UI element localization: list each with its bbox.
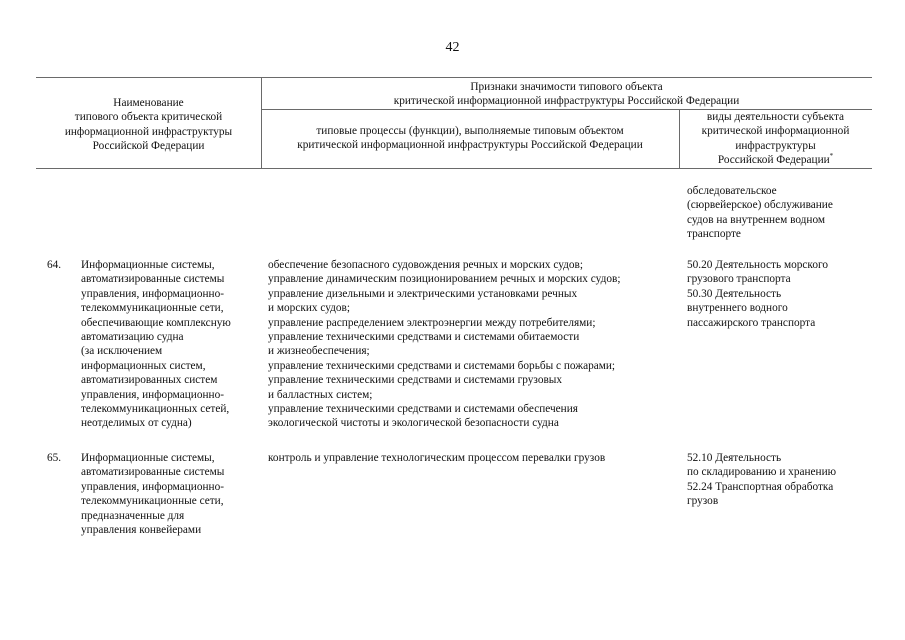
cell-line: телекоммуникационные сети, bbox=[81, 302, 224, 315]
cell-line: управление дизельными и электрическими установками речных bbox=[268, 287, 578, 300]
page-number: 42 bbox=[445, 40, 460, 55]
row-processes bbox=[268, 258, 620, 431]
cell-line: информационных систем, bbox=[81, 359, 206, 372]
header-object-name bbox=[36, 96, 261, 154]
header-line: Наименование bbox=[113, 97, 184, 109]
header-line: виды деятельности субъекта bbox=[706, 111, 845, 123]
row-object-name bbox=[81, 258, 231, 431]
cell-line: 52.10 Деятельность bbox=[687, 452, 782, 464]
row-object-name bbox=[81, 451, 224, 537]
row-activities bbox=[687, 258, 828, 330]
cell-line: обследовательское bbox=[687, 185, 777, 197]
header-line: критической информационной инфраструктуры Российской Федерации bbox=[393, 95, 740, 108]
header-significance-group bbox=[261, 80, 872, 109]
cell-line: предназначенные для bbox=[81, 509, 185, 522]
cell-line: контроль и управление технологическим процессом перевалки грузов bbox=[268, 452, 606, 464]
cell-line: внутреннего водного bbox=[687, 302, 788, 315]
cell-line: судов на внутреннем водном bbox=[687, 213, 826, 226]
cell-line: управление распределением электроэнергии между потребителями; bbox=[268, 316, 596, 329]
cell-line: автоматизацию судна bbox=[81, 331, 184, 344]
cell-line: (за исключением bbox=[81, 345, 163, 358]
header-line: инфраструктуры bbox=[735, 139, 816, 152]
cell-line: неотделимых от судна) bbox=[81, 417, 192, 430]
cell-line: автоматизированные системы bbox=[81, 466, 225, 479]
cell-line: и балластных систем; bbox=[268, 388, 373, 401]
row-number: 65. bbox=[47, 452, 62, 464]
cell-line: Информационные системы, bbox=[81, 259, 215, 271]
header-line: типовые процессы (функции), выполняемые типовым объектом bbox=[316, 125, 624, 137]
cell-line: управления, информационно- bbox=[81, 287, 224, 300]
header-activities bbox=[679, 110, 872, 168]
cell-line: 50.20 Деятельность морского bbox=[687, 259, 828, 271]
cell-line: грузов bbox=[687, 495, 719, 508]
cell-line: пассажирского транспорта bbox=[687, 316, 816, 329]
cell-line: управление динамическим позиционированием речных и морских судов; bbox=[268, 273, 621, 286]
continuation-activities bbox=[687, 184, 833, 242]
header-line: Признаки значимости типового объекта bbox=[470, 81, 663, 93]
cell-line: по складированию и хранению bbox=[687, 466, 837, 479]
cell-line: телекоммуникационных сетей, bbox=[81, 403, 230, 416]
cell-line: управление техническими средствами и системами обеспечения bbox=[268, 403, 578, 416]
header-line bbox=[679, 153, 872, 167]
header-line: критической информационной bbox=[701, 125, 850, 138]
cell-line: грузового транспорта bbox=[687, 273, 791, 286]
footnote-mark: * bbox=[829, 152, 834, 161]
header-line: типового объекта критической bbox=[74, 111, 223, 124]
cell-line: (сюрвейерское) обслуживание bbox=[687, 199, 833, 212]
cell-line: Информационные системы, bbox=[81, 452, 215, 464]
header-line: критической информационной инфраструктуры Российской Федерации bbox=[297, 139, 643, 152]
cell-line: и жизнеобеспечения; bbox=[268, 345, 370, 358]
cell-line: и морских судов; bbox=[268, 302, 351, 315]
cell-line: обеспечение безопасного судовождения речных и морских судов; bbox=[268, 259, 584, 271]
header-line-text: Российской Федерации bbox=[717, 154, 830, 167]
cell-line: 52.24 Транспортная обработка bbox=[687, 480, 834, 493]
header-line: информационной инфраструктуры bbox=[64, 125, 233, 138]
header-processes bbox=[261, 124, 679, 153]
cell-line: управление техническими средствами и системами борьбы с пожарами; bbox=[268, 359, 616, 372]
cell-line: управления, информационно- bbox=[81, 388, 224, 401]
table-top-rule bbox=[36, 77, 872, 78]
cell-line: управление техническими средствами и системами обитаемости bbox=[268, 331, 580, 344]
header-line: Российской Федерации bbox=[92, 140, 205, 153]
cell-line: управления конвейерами bbox=[81, 524, 202, 537]
cell-line: управление техническими средствами и системами грузовых bbox=[268, 374, 563, 387]
row-number: 64. bbox=[47, 259, 62, 271]
cell-line: экологической чистоты и экологической безопасности судна bbox=[268, 417, 559, 430]
cell-line: автоматизированные системы bbox=[81, 273, 225, 286]
cell-line: транспорте bbox=[687, 228, 741, 241]
row-processes bbox=[268, 451, 605, 465]
cell-line: обеспечивающие комплексную bbox=[81, 316, 231, 329]
cell-line: управления, информационно- bbox=[81, 480, 224, 493]
row-activities bbox=[687, 451, 836, 509]
cell-line: 50.30 Деятельность bbox=[687, 287, 782, 300]
cell-line: телекоммуникационные сети, bbox=[81, 495, 224, 508]
cell-line: автоматизированных систем bbox=[81, 374, 218, 387]
header-bottom-rule bbox=[36, 168, 872, 169]
